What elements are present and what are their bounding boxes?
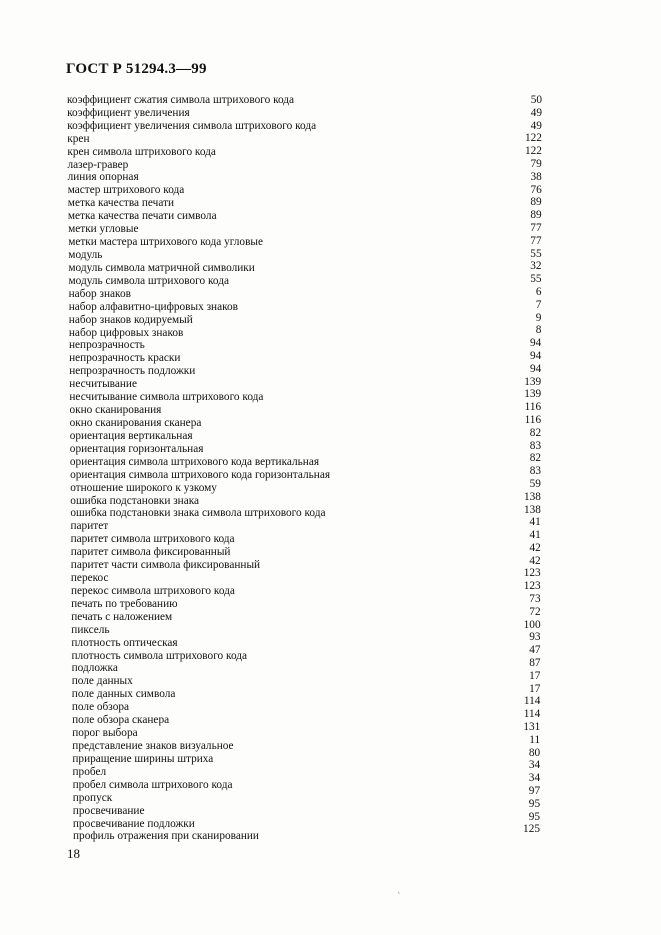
index-entry <box>0 299 661 312</box>
index-entry <box>0 516 661 533</box>
index-term: набор знаков кодируемый <box>68 313 193 326</box>
index-term: модуль символа штрихового кода <box>68 274 229 287</box>
index-term: коэффициент увеличения <box>67 106 190 119</box>
index-page-number: 11 <box>529 733 541 746</box>
index-entry <box>0 401 661 417</box>
index-page-number: 114 <box>523 708 541 721</box>
index-page-number: 9 <box>535 311 542 324</box>
index-page-number: 42 <box>529 541 541 554</box>
index-entry <box>0 695 661 714</box>
index-page-number: 17 <box>529 669 541 682</box>
index-entry <box>0 376 661 389</box>
index-page-number: 79 <box>530 157 542 170</box>
index-term: плотность символа штрихового кода <box>71 649 248 662</box>
index-entry <box>0 657 661 675</box>
index-entry <box>0 554 661 572</box>
index-page-number: 100 <box>523 618 541 631</box>
index-entry <box>0 772 661 791</box>
index-entry <box>0 593 661 610</box>
index-entry <box>0 440 661 453</box>
index-entry <box>0 350 661 363</box>
index-entry <box>0 184 661 197</box>
index-entry <box>0 631 661 649</box>
index-page-number: 122 <box>524 132 542 145</box>
index-page-number: 82 <box>529 426 542 439</box>
index-entry <box>0 120 661 133</box>
index-page-number: 122 <box>524 145 542 158</box>
index-term: печать с наложением <box>71 610 173 623</box>
index-entry <box>0 708 661 727</box>
index-entry <box>0 746 661 765</box>
index-page-number: 82 <box>529 452 541 465</box>
index-page-number: 95 <box>528 810 540 823</box>
index-page-number: 59 <box>529 477 541 490</box>
index-page-number: 17 <box>529 682 541 695</box>
index-term: ошибка подстановки знака символа штрихового кода <box>70 507 326 520</box>
index-entry <box>0 477 661 494</box>
index-page-number: 8 <box>535 324 542 337</box>
index-page-number: 49 <box>530 106 542 119</box>
index-entry <box>0 413 661 430</box>
index-page-number: 34 <box>528 759 541 772</box>
index-page-number: 41 <box>529 529 541 542</box>
index-entry <box>0 503 661 520</box>
index-page-number: 95 <box>528 797 541 810</box>
index-term: плотность оптическая <box>71 636 178 649</box>
index-page-number: 116 <box>524 413 542 426</box>
index-entry <box>0 529 661 546</box>
index-term: непрозрачность <box>69 339 145 352</box>
index-term: окно сканирования <box>69 404 162 417</box>
index-term: метки угловые <box>68 223 139 236</box>
index-entry <box>0 618 661 636</box>
index-term: подложка <box>71 662 118 675</box>
index-entry <box>0 363 661 376</box>
index-page-number: 7 <box>535 298 542 311</box>
index-entry <box>0 235 661 248</box>
index-page-number: 6 <box>535 285 542 298</box>
index-page-number: 93 <box>529 631 541 644</box>
index-entry <box>0 196 661 209</box>
index-entry <box>0 171 661 184</box>
index-term: пиксель <box>71 623 110 636</box>
index-term: метка качества печати символа <box>67 210 217 223</box>
index-entry <box>0 644 661 662</box>
index-term: метка качества печати <box>67 197 175 210</box>
index-term: несчитывание символа штрихового кода <box>69 391 264 404</box>
index-term: поле обзора <box>71 701 130 714</box>
index-term: лазер-гравер <box>67 158 129 171</box>
index-term: модуль <box>68 249 103 262</box>
index-term: коэффициент сжатия символа штрихового кода <box>67 94 295 106</box>
index-page-number: 77 <box>530 221 542 234</box>
index-page-number: 94 <box>530 349 542 362</box>
index-page-number: 97 <box>528 785 541 798</box>
index-page-number: 55 <box>530 273 542 286</box>
index-entry <box>0 427 661 440</box>
index-term: крен <box>67 132 90 145</box>
index-term: линия опорная <box>67 171 139 184</box>
index-page-number: 94 <box>530 362 542 375</box>
term-index-list <box>0 94 661 843</box>
index-entry <box>0 823 661 843</box>
index-page-number: 80 <box>528 746 541 759</box>
page-number: 18 <box>67 846 80 861</box>
index-page-number: 49 <box>530 119 542 132</box>
index-page-number: 94 <box>530 337 542 350</box>
index-page-number: 139 <box>524 375 542 388</box>
index-term: приращение ширины штриха <box>72 752 214 765</box>
index-page-number: 138 <box>523 503 541 516</box>
index-page-number: 32 <box>530 260 542 273</box>
index-entry <box>0 682 661 701</box>
index-term: представление знаков визуальное <box>72 739 234 752</box>
index-entry <box>0 388 661 404</box>
index-page-number: 138 <box>523 490 541 503</box>
index-term: просвечивание подложки <box>72 817 195 830</box>
index-term: профиль отражения при сканировании <box>73 830 259 843</box>
index-entry <box>0 452 661 468</box>
index-entry <box>0 465 661 481</box>
index-term: метки мастера штрихового кода угловые <box>68 236 264 249</box>
index-term: ориентация горизонтальная <box>69 442 204 455</box>
index-page-number: 77 <box>530 234 542 247</box>
index-term: непрозрачность подложки <box>69 365 196 378</box>
index-term: пробел <box>72 765 107 778</box>
index-entry <box>0 337 661 350</box>
index-term: набор цифровых знаков <box>68 326 184 339</box>
index-entry <box>0 541 661 559</box>
index-term: непрозрачность краски <box>69 352 181 365</box>
index-term: просвечивание <box>72 804 145 817</box>
index-page-number: 89 <box>530 209 542 222</box>
index-term: ошибка подстановки знака <box>70 494 200 507</box>
scan-speck: ˛ <box>398 886 401 894</box>
index-entry <box>0 94 661 107</box>
index-entry <box>0 580 661 597</box>
index-page-number: 41 <box>529 516 541 529</box>
index-entry <box>0 222 661 235</box>
index-term: паритет <box>70 520 109 533</box>
index-term: перекос <box>70 571 109 584</box>
index-entry <box>0 567 661 584</box>
index-page-number: 123 <box>523 580 541 593</box>
index-entry <box>0 605 661 623</box>
index-entry <box>0 145 661 158</box>
index-page-number: 125 <box>523 823 540 836</box>
index-page-number: 38 <box>530 170 542 183</box>
index-entry <box>0 324 661 337</box>
index-page-number: 50 <box>530 94 542 106</box>
index-page-number: 114 <box>523 695 541 708</box>
index-term: окно сканирования сканера <box>69 417 202 430</box>
index-entry <box>0 132 661 145</box>
index-page-number: 139 <box>524 388 542 401</box>
index-term: крен символа штрихового кода <box>67 145 216 158</box>
index-entry <box>0 669 661 688</box>
index-page-number: 89 <box>530 196 542 209</box>
index-page-number: 83 <box>529 439 542 452</box>
index-page-number: 73 <box>529 593 541 606</box>
index-term: набор алфавитно-цифровых знаков <box>68 300 238 313</box>
index-term: поле обзора сканера <box>72 714 170 727</box>
index-term: ориентация вертикальная <box>69 429 193 442</box>
index-page-number: 34 <box>528 772 541 785</box>
index-term: паритет символа фиксированный <box>70 546 231 559</box>
index-term: поле данных <box>71 675 133 688</box>
index-term: порог выбора <box>72 727 138 740</box>
index-entry <box>0 312 661 325</box>
index-page-number: 87 <box>529 657 541 670</box>
index-term: набор знаков <box>68 287 131 300</box>
index-term: коэффициент увеличения символа штрихового кода <box>67 119 317 132</box>
index-term: модуль символа матричной символики <box>68 261 255 274</box>
index-term: перекос символа штрихового кода <box>71 584 235 597</box>
index-term: паритет символа штрихового кода <box>70 533 235 546</box>
index-entry <box>0 209 661 222</box>
index-entry <box>0 759 661 778</box>
index-term: мастер штрихового кода <box>67 184 185 197</box>
index-term: отношение широкого к узкому <box>70 481 217 494</box>
index-page-number: 47 <box>529 644 541 657</box>
index-entry <box>0 490 661 507</box>
index-term: ориентация символа штрихового кода горизонтальная <box>70 468 331 481</box>
standard-header: ГОСТ Р 51294.3—99 <box>66 61 207 77</box>
index-entry <box>0 273 661 286</box>
index-entry <box>0 286 661 299</box>
index-term: паритет части символа фиксированный <box>70 559 261 572</box>
index-page-number: 55 <box>530 247 542 260</box>
index-page-number: 76 <box>530 183 542 196</box>
index-term: пропуск <box>72 791 113 804</box>
index-term: ориентация символа штрихового кода вертикальная <box>69 455 320 468</box>
index-term: поле данных символа <box>71 688 176 701</box>
index-term: пробел символа штрихового кода <box>72 778 233 791</box>
index-entry <box>0 107 661 120</box>
index-page-number: 83 <box>529 465 541 478</box>
index-entry <box>0 260 661 273</box>
index-term: печать по требованию <box>71 597 178 610</box>
index-page-number: 131 <box>523 721 541 734</box>
index-entry <box>0 248 661 261</box>
index-page-number: 72 <box>529 605 541 618</box>
index-page-number: 116 <box>524 401 542 414</box>
index-entry <box>0 158 661 171</box>
index-page-number: 123 <box>523 567 541 580</box>
index-page-number: 42 <box>529 554 541 567</box>
index-term: несчитывание <box>69 378 137 391</box>
